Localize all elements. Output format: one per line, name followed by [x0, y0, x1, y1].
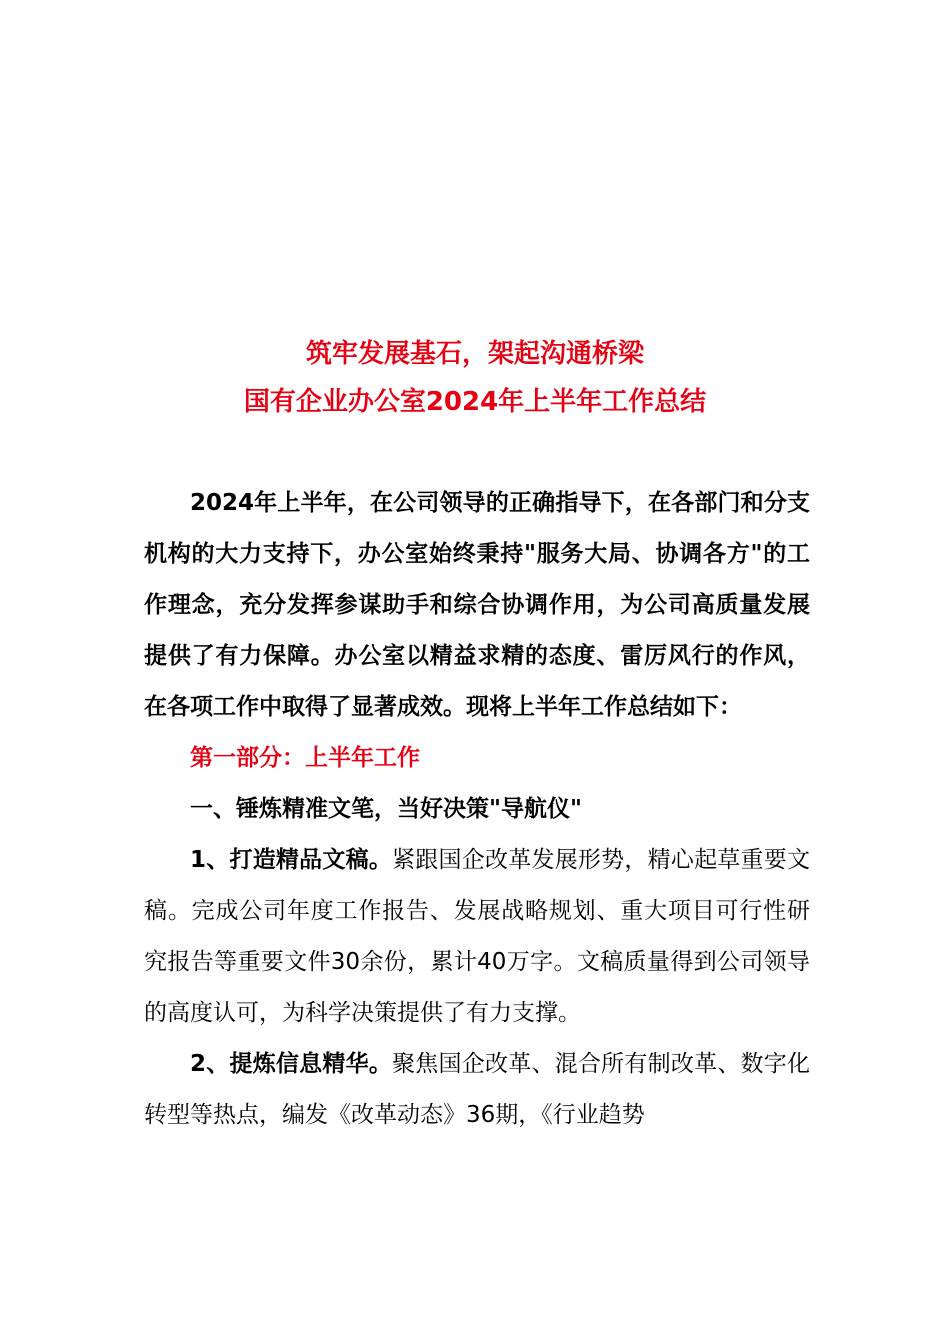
document-body — [144, 478, 810, 1141]
title-line-2: 国有企业办公室2024年上半年工作总结 — [243, 387, 707, 417]
item1-text: 紧跟国企改革发展形势，精心起草重要文稿。完成公司年度工作报告、发展战略规划、重大项目可行性研究报告等重要文件30余份，累计40万字。文稿质量得到公司领导的高度认可，为科学决策提供了有力支撑。 — [144, 847, 810, 1026]
section1-heading: 一、锤炼精准文笔，当好决策"导航仪" — [190, 796, 582, 822]
document-title — [0, 330, 950, 426]
intro-paragraph: 2024年上半年，在公司领导的正确指导下，在各部门和分支机构的大力支持下，办公室始终秉持"服务大局、协调各方"的工作理念，充分发挥参谋助手和综合协调作用，为公司高质量发展提供了有力保障。办公室以精益求精的态度、雷厉风行的作风，在各项工作中取得了显著成效。现将上半年工作总结如下： — [144, 490, 810, 720]
item2-paragraph — [144, 1039, 810, 1141]
item2-text: 聚焦国企改革、混合所有制改革、数字化转型等热点，编发《改革动态》36期，《行业趋势 — [144, 1051, 810, 1128]
item1-lead: 1、打造精品文稿。 — [190, 847, 393, 873]
item2-lead: 2、提炼信息精华。 — [190, 1051, 393, 1077]
title-line-1: 筑牢发展基石，架起沟通桥梁 — [305, 339, 644, 369]
part1-heading: 第一部分：上半年工作 — [190, 745, 420, 771]
item1-paragraph — [144, 835, 810, 1039]
